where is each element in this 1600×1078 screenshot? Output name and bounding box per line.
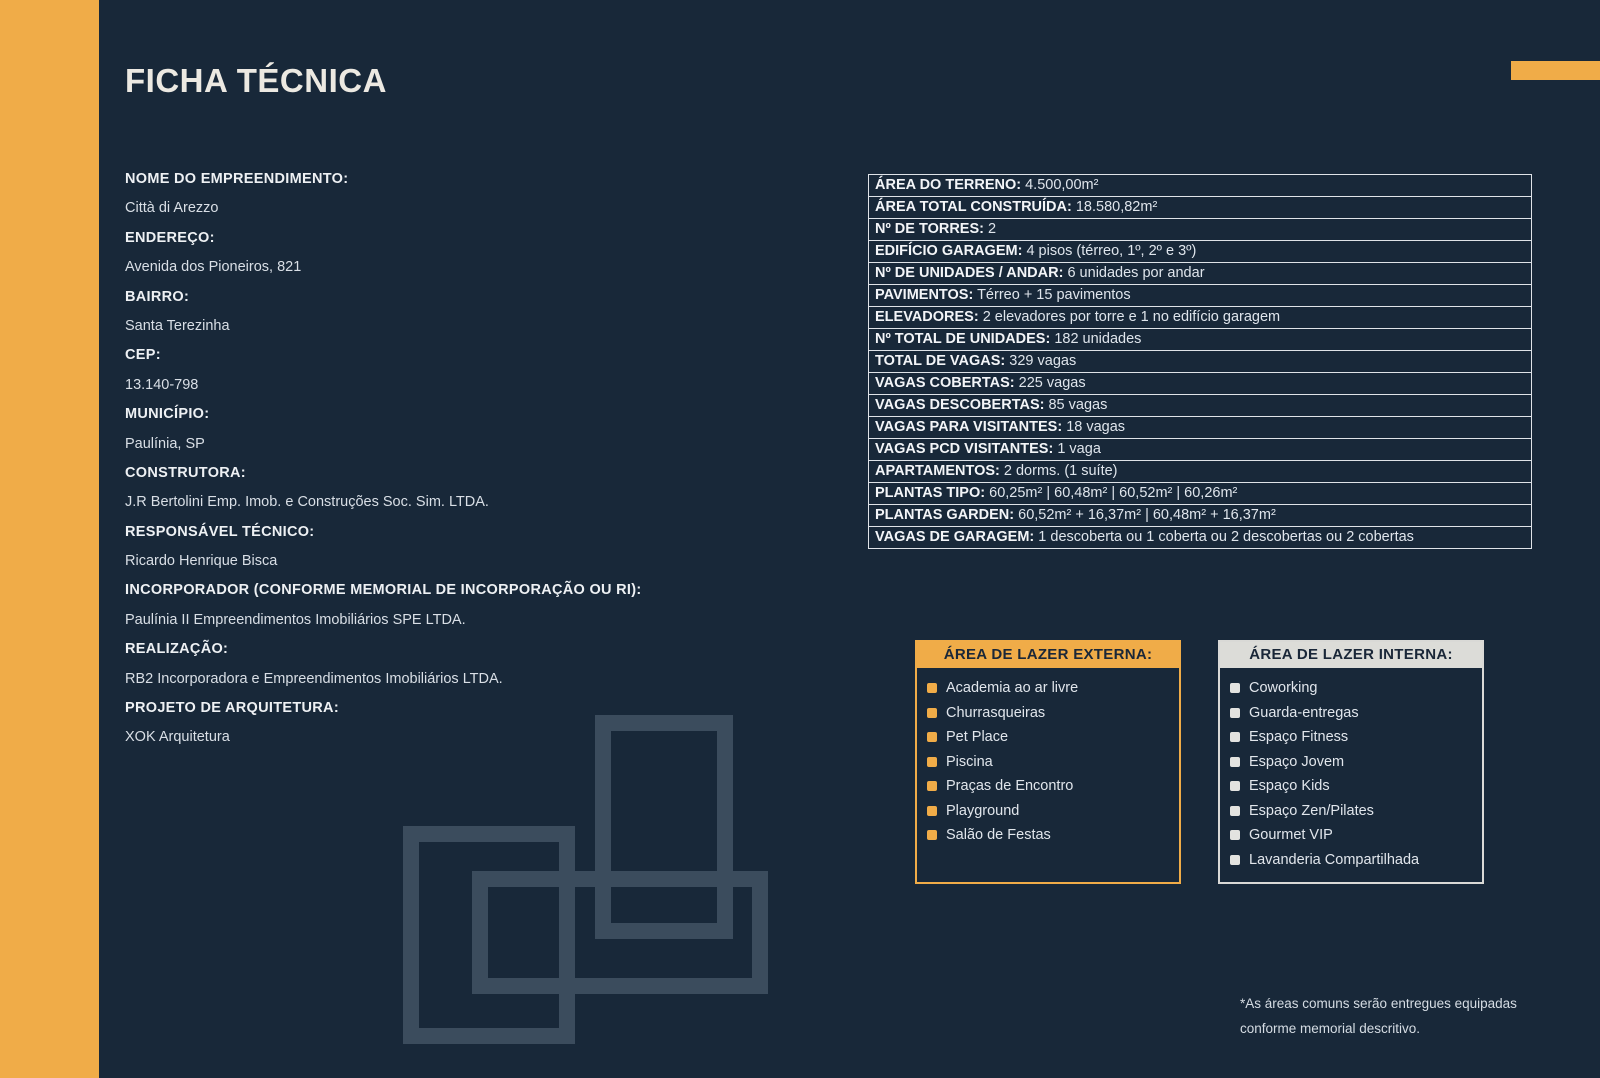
spec-row (869, 527, 1532, 549)
info-value-architecture: XOK Arquitetura (125, 729, 230, 746)
spec-row (869, 417, 1532, 439)
spec-row (869, 373, 1532, 395)
spec-row (869, 175, 1532, 197)
info-label-technical-lead: RESPONSÁVEL TÉCNICO: (125, 523, 315, 540)
info-value-city: Paulínia, SP (125, 435, 205, 452)
bullet-square-icon (927, 806, 937, 816)
spec-cell (869, 329, 1532, 351)
info-label-developer: INCORPORADOR (CONFORME MEMORIAL DE INCORPORAÇÃO OU RI): (125, 582, 642, 599)
spec-cell (869, 483, 1532, 505)
spec-value: 85 vagas (1048, 397, 1108, 413)
spec-row (869, 197, 1532, 219)
info-label-architecture: PROJETO DE ARQUITETURA: (125, 700, 339, 717)
spec-label: TOTAL DE VAGAS: (875, 353, 1006, 369)
spec-value: 6 unidades por andar (1067, 265, 1205, 281)
bullet-square-icon (927, 732, 937, 742)
spec-label: VAGAS COBERTAS: (875, 375, 1015, 391)
spec-label: PLANTAS GARDEN: (875, 507, 1015, 523)
spec-label: Nº TOTAL DE UNIDADES: (875, 331, 1051, 347)
info-label-builder: CONSTRUTORA: (125, 464, 246, 481)
spec-cell (869, 527, 1532, 549)
leisure-external-item (927, 823, 1179, 848)
spec-label: ÁREA TOTAL CONSTRUÍDA: (875, 199, 1072, 215)
bullet-square-icon (1230, 757, 1240, 767)
spec-value: 2 elevadores por torre e 1 no edifício garagem (982, 309, 1281, 325)
leisure-external-list (917, 676, 1179, 848)
leisure-internal-item-label: Guarda-entregas (1249, 704, 1359, 721)
leisure-external-title: ÁREA DE LAZER EXTERNA: (917, 642, 1179, 668)
spec-label: VAGAS PCD VISITANTES: (875, 441, 1054, 457)
footnote-line-1: *As áreas comuns serão entregues equipadas (1240, 996, 1517, 1011)
info-value-name: Città di Arezzo (125, 200, 219, 217)
spec-label: Nº DE TORRES: (875, 221, 984, 237)
page-title: FICHA TÉCNICA (125, 62, 387, 99)
spec-label: VAGAS PARA VISITANTES: (875, 419, 1063, 435)
bullet-square-icon (1230, 683, 1240, 693)
leisure-external-item-label: Pet Place (946, 729, 1009, 745)
spec-value: 329 vagas (1009, 353, 1077, 369)
info-label-district: BAIRRO: (125, 288, 190, 305)
bullet-square-icon (1230, 855, 1240, 865)
leisure-internal-item-label: Espaço Kids (1249, 778, 1330, 794)
spec-label: EDIFÍCIO GARAGEM: (875, 243, 1023, 259)
spec-row (869, 263, 1532, 285)
spec-cell (869, 395, 1532, 417)
spec-row (869, 505, 1532, 527)
leisure-internal-item (1230, 799, 1482, 824)
leisure-internal-item (1230, 750, 1482, 775)
spec-row (869, 307, 1532, 329)
leisure-internal-list (1220, 676, 1482, 872)
info-value-address: Avenida dos Pioneiros, 821 (125, 259, 302, 276)
spec-value: 4.500,00m² (1025, 177, 1099, 193)
bullet-square-icon (927, 708, 937, 718)
bullet-square-icon (1230, 781, 1240, 791)
spec-value: 1 descoberta ou 1 coberta ou 2 descobertas ou 2 cobertas (1038, 529, 1414, 545)
bullet-square-icon (927, 781, 937, 791)
bullet-square-icon (1230, 708, 1240, 718)
bullet-square-icon (1230, 830, 1240, 840)
info-value-cep: 13.140-798 (125, 376, 199, 393)
spec-cell (869, 263, 1532, 285)
spec-label: ÁREA DO TERRENO: (875, 177, 1022, 193)
specs-table (868, 174, 1532, 549)
info-label-address: ENDEREÇO: (125, 229, 215, 246)
spec-row (869, 219, 1532, 241)
leisure-internal-item-label: Espaço Zen/Pilates (1249, 802, 1374, 819)
deco-square-top (603, 723, 725, 931)
footnote (1240, 992, 1570, 1041)
leisure-external-box (915, 640, 1181, 884)
leisure-internal-item-label: Gourmet VIP (1249, 827, 1333, 843)
leisure-internal-item (1230, 823, 1482, 848)
leisure-internal-title: ÁREA DE LAZER INTERNA: (1220, 642, 1482, 668)
spec-label: PLANTAS TIPO: (875, 485, 986, 501)
spec-value: Térreo + 15 pavimentos (977, 287, 1131, 303)
info-value-developer: Paulínia II Empreendimentos Imobiliários SPE LTDA. (125, 611, 466, 628)
spec-cell (869, 439, 1532, 461)
info-value-builder: J.R Bertolini Emp. Imob. e Construções Soc. Sim. LTDA. (125, 494, 489, 511)
leisure-internal-item-label: Lavanderia Compartilhada (1249, 851, 1420, 868)
leisure-internal-item (1230, 676, 1482, 701)
spec-cell (869, 197, 1532, 219)
leisure-external-item-label: Salão de Festas (946, 827, 1051, 843)
spec-label: VAGAS DE GARAGEM: (875, 529, 1035, 545)
spec-label: Nº DE UNIDADES / ANDAR: (875, 265, 1064, 281)
leisure-internal-item (1230, 774, 1482, 799)
bullet-square-icon (1230, 806, 1240, 816)
leisure-internal-item (1230, 848, 1482, 873)
leisure-internal-item (1230, 725, 1482, 750)
info-value-technical-lead: Ricardo Henrique Bisca (125, 553, 278, 570)
spec-label: APARTAMENTOS: (875, 463, 1000, 479)
spec-cell (869, 175, 1532, 197)
spec-row (869, 351, 1532, 373)
info-value-district: Santa Terezinha (125, 317, 230, 334)
spec-row (869, 285, 1532, 307)
spec-value: 18.580,82m² (1075, 199, 1158, 215)
leisure-external-item-label: Piscina (946, 753, 993, 770)
spec-value: 1 vaga (1057, 441, 1101, 457)
spec-value: 2 (988, 221, 997, 237)
leisure-external-item-label: Playground (946, 802, 1020, 819)
leisure-external-item (927, 701, 1179, 726)
info-label-realization: REALIZAÇÃO: (125, 641, 229, 658)
leisure-external-item (927, 750, 1179, 775)
spec-cell (869, 241, 1532, 263)
spec-label: PAVIMENTOS: (875, 287, 974, 303)
spec-value: 4 pisos (térreo, 1º, 2º e 3º) (1026, 243, 1197, 259)
spec-cell (869, 285, 1532, 307)
bullet-square-icon (927, 683, 937, 693)
footnote-line-2: conforme memorial descritivo. (1240, 1020, 1421, 1036)
spec-label: ELEVADORES: (875, 309, 979, 325)
spec-cell (869, 219, 1532, 241)
leisure-external-item-label: Churrasqueiras (946, 704, 1046, 721)
leisure-internal-item-label: Coworking (1249, 680, 1318, 696)
deco-square-left (411, 834, 567, 1036)
spec-value: 182 unidades (1054, 331, 1142, 347)
leisure-internal-item (1230, 701, 1482, 726)
spec-label: VAGAS DESCOBERTAS: (875, 397, 1045, 413)
bullet-square-icon (927, 830, 937, 840)
spec-value: 2 dorms. (1 suíte) (1003, 463, 1118, 479)
spec-cell (869, 351, 1532, 373)
leisure-external-item (927, 774, 1179, 799)
leisure-internal-item-label: Espaço Fitness (1249, 729, 1349, 745)
spec-value: 60,52m² + 16,37m² | 60,48m² + 16,37m² (1018, 507, 1276, 523)
info-label-name: NOME DO EMPREENDIMENTO: (125, 171, 349, 187)
spec-value: 60,25m² | 60,48m² | 60,52m² | 60,26m² (989, 485, 1238, 501)
info-label-city: MUNICÍPIO: (125, 406, 210, 423)
info-value-realization: RB2 Incorporadora e Empreendimentos Imobiliários LTDA. (125, 670, 503, 687)
bullet-square-icon (1230, 732, 1240, 742)
spec-cell (869, 417, 1532, 439)
leisure-internal-item-label: Espaço Jovem (1249, 753, 1345, 770)
spec-row (869, 483, 1532, 505)
leisure-external-item-label: Praças de Encontro (946, 778, 1074, 794)
leisure-internal-box (1218, 640, 1484, 884)
leisure-external-item (927, 676, 1179, 701)
bullet-square-icon (927, 757, 937, 767)
spec-row (869, 461, 1532, 483)
info-label-cep: CEP: (125, 347, 161, 364)
spec-value: 225 vagas (1018, 375, 1086, 391)
spec-row (869, 439, 1532, 461)
spec-cell (869, 461, 1532, 483)
leisure-external-item (927, 799, 1179, 824)
spec-cell (869, 505, 1532, 527)
spec-cell (869, 373, 1532, 395)
leisure-external-item (927, 725, 1179, 750)
spec-row (869, 241, 1532, 263)
spec-value: 18 vagas (1066, 419, 1126, 435)
leisure-external-item-label: Academia ao ar livre (946, 680, 1079, 696)
spec-cell (869, 307, 1532, 329)
spec-row (869, 329, 1532, 351)
spec-row (869, 395, 1532, 417)
